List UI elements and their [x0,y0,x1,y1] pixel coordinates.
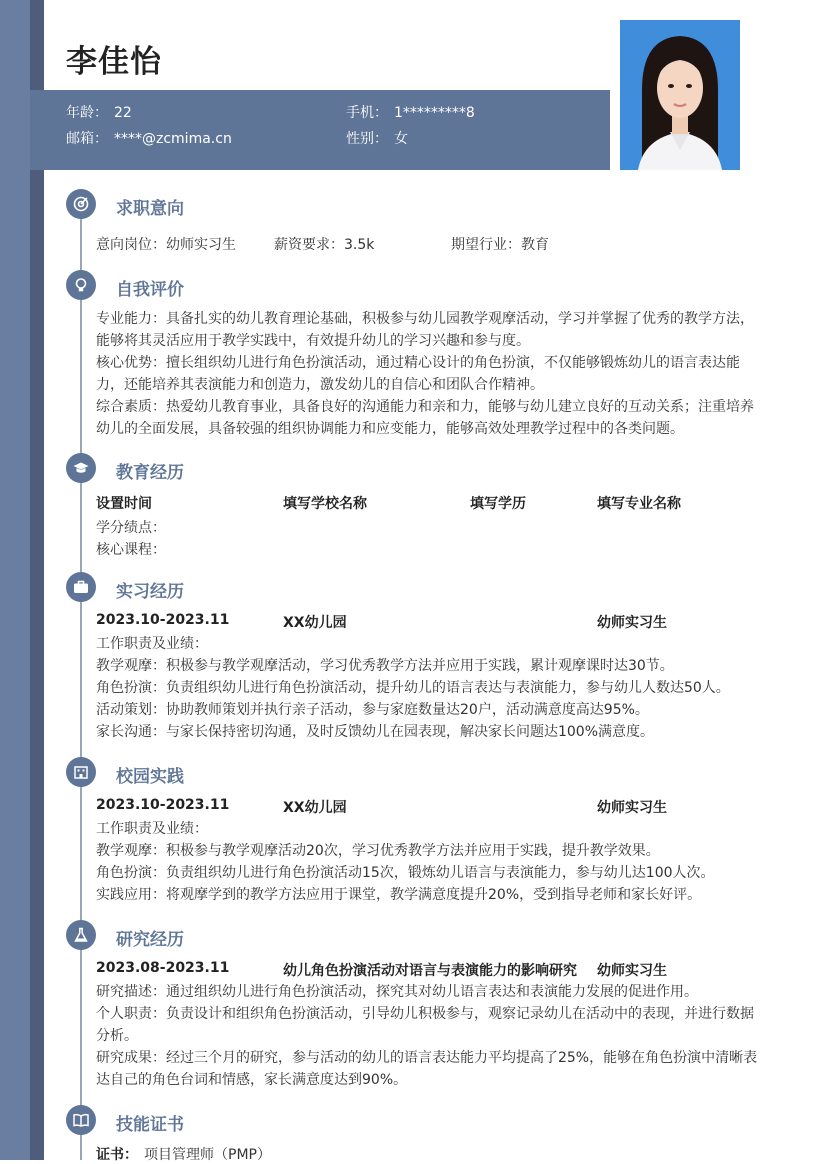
briefcase-icon [66,572,96,602]
section-title-campus: 校园实践 [116,767,184,787]
self-eval-line: 核心优势：擅长组织幼儿进行角色扮演活动，通过精心设计的角色扮演，不仅能够锻炼幼儿的语言表达能 [96,355,740,371]
internship-line: 工作职责及业绩： [96,636,208,652]
campus-role: 幼师实习生 [597,800,667,816]
research-role: 幼师实习生 [597,963,667,979]
research-line: 分析。 [96,1028,138,1044]
candidate-name: 李佳怡 [66,44,162,80]
research-line: 研究成果：经过三个月的研究，参与活动的幼儿的语言表达能力平均提高了25%，能够在角色扮演中清晰表 [96,1050,758,1066]
campus-details [96,818,768,906]
gender-field: 性别： 女 [346,131,408,147]
research-time: 2023.08-2023.11 [96,960,230,976]
section-title-self-eval: 自我评价 [116,280,184,300]
age-field: 年龄： 22 [66,105,132,121]
internship-time: 2023.10-2023.11 [96,612,230,628]
edu-major: 填写专业名称 [597,496,681,512]
campus-line: 角色扮演：负责组织幼儿进行角色扮演活动15次，锻炼幼儿语言与表演能力，参与幼儿达100人次。 [96,865,715,881]
phone-field: 手机： 1*********8 [346,105,475,121]
research-topic: 幼儿角色扮演活动对语言与表演能力的影响研究 [283,963,577,979]
self-eval-line: 能够将其灵活应用于教学实践中，有效提升幼儿的学习兴趣和参与度。 [96,333,530,349]
internship-line: 家长沟通：与家长保持密切沟通，及时反馈幼儿在园表现，解决家长问题达100%满意度。 [96,724,655,740]
profile-photo [620,20,740,170]
section-title-internship: 实习经历 [116,582,184,602]
campus-line: 工作职责及业绩： [96,821,208,837]
gender-value: 女 [394,131,408,147]
intent-industry: 期望行业：教育 [451,237,549,253]
sidebar-stripe-inner [30,0,44,1160]
building-icon [66,757,96,787]
research-line: 个人职责：负责设计和组织角色扮演活动，引导幼儿积极参与，观察记录幼儿在活动中的表现，并进行数据 [96,1006,754,1022]
intent-position: 意向岗位：幼师实习生 [96,237,236,253]
internship-line: 教学观摩：积极参与教学观摩活动，学习优秀教学方法并应用于实践，累计观摩课时达30节。 [96,658,674,674]
internship-role: 幼师实习生 [597,615,667,631]
certificate-icon [66,1105,96,1135]
self-eval-text [96,308,768,440]
email-field: 邮箱： ****@zcmima.cn [66,131,232,147]
edu-degree: 填写学历 [470,496,526,512]
basic-info-band [30,90,610,170]
cert-row [96,1144,271,1164]
timeline-line [80,190,82,1160]
edu-courses: 核心课程： [96,542,166,558]
age-value: 22 [114,105,132,121]
section-title-education: 教育经历 [116,463,184,483]
section-title-research: 研究经历 [116,930,184,950]
research-line: 达自己的角色台词和情感，家长满意度达到90%。 [96,1072,408,1088]
internship-org: XX幼儿园 [283,615,347,631]
internship-line: 角色扮演：负责组织幼儿进行角色扮演活动，提升幼儿的语言表达与表演能力，参与幼儿人数达50人。 [96,680,730,696]
edu-gpa: 学分绩点： [96,520,166,536]
section-title-intent: 求职意向 [116,199,184,219]
campus-line: 实践应用：将观摩学到的教学方法应用于课堂，教学满意度提升20%，受到指导老师和家长好评。 [96,887,702,903]
email-value: ****@zcmima.cn [114,131,232,147]
cert-value: 项目管理师（PMP） [144,1147,271,1163]
research-line: 研究描述：通过组织幼儿进行角色扮演活动，探究其对幼儿语言表达和表演能力发展的促进作用。 [96,984,698,1000]
self-eval-line: 综合素质：热爱幼儿教育事业，具备良好的沟通能力和亲和力，能够与幼儿建立良好的互动关系；注重培养 [96,399,754,415]
self-eval-line: 专业能力：具备扎实的幼儿教育理论基础，积极参与幼儿园教学观摩活动，学习并掌握了优秀的教学方法， [96,311,754,327]
flask-icon [66,920,96,950]
campus-time: 2023.10-2023.11 [96,797,230,813]
edu-school: 填写学校名称 [283,496,367,512]
cert-label: 证书： [96,1147,138,1163]
target-icon [66,189,96,219]
internship-details [96,633,768,743]
self-eval-line: 幼儿的全面发展，具备较强的组织协调能力和应变能力，能够高效处理教学过程中的各类问题。 [96,421,684,437]
lightbulb-icon [66,270,96,300]
graduation-cap-icon [66,453,96,483]
section-title-skills: 技能证书 [116,1115,184,1135]
self-eval-line: 力，还能培养其表演能力和创造力，激发幼儿的自信心和团队合作精神。 [96,377,544,393]
edu-time: 设置时间 [96,496,152,512]
phone-value: 1*********8 [394,105,475,121]
campus-org: XX幼儿园 [283,800,347,816]
research-details [96,981,768,1091]
campus-line: 教学观摩：积极参与教学观摩活动20次，学习优秀教学方法并应用于实践，提升教学效果。 [96,843,660,859]
intent-salary: 薪资要求：3.5k [274,237,375,253]
internship-line: 活动策划：协助教师策划并执行亲子活动，参与家庭数量达20户，活动满意度高达95%。 [96,702,649,718]
sidebar-stripe [0,0,30,1160]
